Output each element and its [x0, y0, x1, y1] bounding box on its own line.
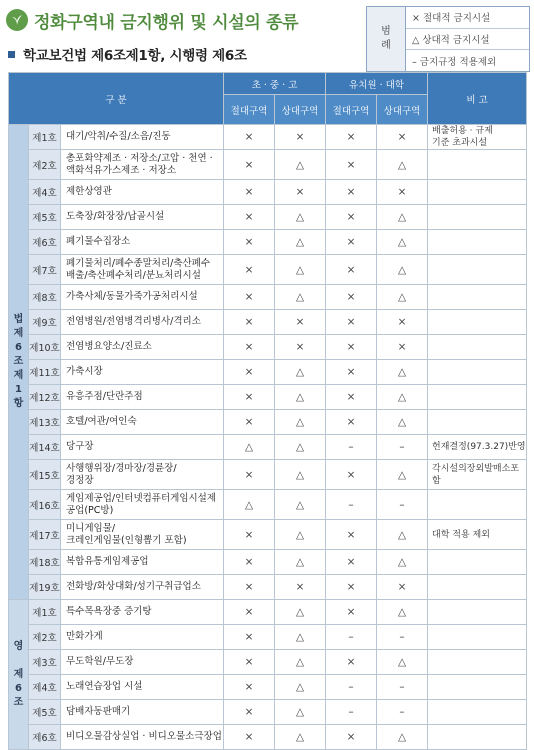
note-cell	[428, 180, 527, 205]
row-number: 제6호	[29, 725, 61, 750]
mark-school-relative: △	[275, 550, 326, 575]
mark-kinder-relative: △	[377, 150, 428, 180]
mark-kinder-absolute: ×	[326, 385, 377, 410]
legend-list	[406, 7, 529, 71]
note-cell	[428, 550, 527, 575]
mark-kinder-relative: –	[377, 675, 428, 700]
table-row	[9, 490, 527, 520]
header-school-absolute: 절대구역	[224, 95, 275, 125]
row-number: 제3호	[29, 650, 61, 675]
mark-kinder-relative: △	[377, 205, 428, 230]
mark-kinder-absolute: –	[326, 490, 377, 520]
row-number: 제5호	[29, 700, 61, 725]
mark-kinder-relative: –	[377, 625, 428, 650]
page-title: 정화구역내 금지행위 및 시설의 종류	[34, 12, 299, 33]
mark-kinder-relative: ×	[377, 335, 428, 360]
note-cell	[428, 490, 527, 520]
mark-kinder-relative: ×	[377, 310, 428, 335]
facility-name: 무도학원/무도장	[61, 650, 224, 675]
facility-name: 당구장	[61, 435, 224, 460]
table-row	[9, 435, 527, 460]
mark-school-relative: ×	[275, 125, 326, 150]
row-number: 제19호	[29, 575, 61, 600]
mark-school-absolute: ×	[224, 385, 275, 410]
note-cell	[428, 700, 527, 725]
row-number: 제1호	[29, 125, 61, 150]
mark-kinder-absolute: ×	[326, 650, 377, 675]
note-cell	[428, 230, 527, 255]
mark-school-absolute: ×	[224, 255, 275, 285]
facility-name: 폐기물수집장소	[61, 230, 224, 255]
row-number: 제4호	[29, 180, 61, 205]
note-cell: 대학 적용 제외	[428, 520, 527, 550]
legend-item-excluded: – 금지규정 적용제외	[412, 56, 497, 68]
mark-school-relative: △	[275, 150, 326, 180]
mark-school-absolute: ×	[224, 650, 275, 675]
mark-school-relative: △	[275, 520, 326, 550]
row-number: 제17호	[29, 520, 61, 550]
mark-school-absolute: ×	[224, 150, 275, 180]
row-number: 제8호	[29, 285, 61, 310]
mark-school-absolute: ×	[224, 285, 275, 310]
mark-kinder-relative: △	[377, 600, 428, 625]
mark-school-relative: △	[275, 725, 326, 750]
facility-name: 유흥주점/단란주점	[61, 385, 224, 410]
row-number: 제18호	[29, 550, 61, 575]
mark-school-relative: △	[275, 230, 326, 255]
legend-box	[366, 6, 530, 72]
group-label-decree: 영 제 6 조	[9, 600, 29, 750]
table-row	[9, 550, 527, 575]
mark-kinder-absolute: –	[326, 625, 377, 650]
note-cell: 헌재결정(97.3.27)반영	[428, 435, 527, 460]
mark-school-relative: △	[275, 490, 326, 520]
table-row	[9, 600, 527, 625]
mark-school-relative: △	[275, 625, 326, 650]
facility-name: 가축사체/동물가죽가공처리시설	[61, 285, 224, 310]
mark-school-relative: △	[275, 700, 326, 725]
note-cell	[428, 725, 527, 750]
note-cell	[428, 335, 527, 360]
legend-heading	[367, 7, 406, 71]
table-row	[9, 385, 527, 410]
group-label-law: 법 제 6 조 제 1 항	[9, 125, 29, 600]
note-cell	[428, 575, 527, 600]
mark-kinder-absolute: –	[326, 700, 377, 725]
mark-school-absolute: ×	[224, 550, 275, 575]
table-row	[9, 285, 527, 310]
facility-name: 도축장/화장장/납골시설	[61, 205, 224, 230]
row-number: 제14호	[29, 435, 61, 460]
mark-kinder-relative: △	[377, 410, 428, 435]
mark-school-relative: △	[275, 410, 326, 435]
table-row	[9, 310, 527, 335]
mark-kinder-relative: △	[377, 520, 428, 550]
table-row	[9, 125, 527, 150]
header-school: 초 · 중 · 고	[224, 73, 326, 95]
mark-school-absolute: ×	[224, 625, 275, 650]
mark-school-absolute: ×	[224, 310, 275, 335]
mark-kinder-absolute: ×	[326, 285, 377, 310]
mark-school-absolute: △	[224, 490, 275, 520]
table-row	[9, 360, 527, 385]
row-number: 제15호	[29, 460, 61, 490]
note-cell	[428, 255, 527, 285]
leaf-icon	[6, 9, 28, 31]
mark-school-relative: △	[275, 205, 326, 230]
mark-kinder-absolute: ×	[326, 205, 377, 230]
mark-kinder-absolute: ×	[326, 360, 377, 385]
row-number: 제7호	[29, 255, 61, 285]
mark-kinder-relative: △	[377, 650, 428, 675]
mark-school-absolute: ×	[224, 335, 275, 360]
table-row	[9, 460, 527, 490]
table-row	[9, 180, 527, 205]
mark-school-relative: ×	[275, 335, 326, 360]
mark-school-relative: ×	[275, 310, 326, 335]
note-cell	[428, 285, 527, 310]
mark-kinder-absolute: ×	[326, 520, 377, 550]
row-number: 제2호	[29, 625, 61, 650]
facility-name: 제한상영관	[61, 180, 224, 205]
row-number: 제12호	[29, 385, 61, 410]
row-number: 제1호	[29, 600, 61, 625]
facility-name: 대기/악취/수질/소음/진동	[61, 125, 224, 150]
mark-kinder-relative: △	[377, 360, 428, 385]
facility-name: 전염병요양소/진료소	[61, 335, 224, 360]
row-number: 제10호	[29, 335, 61, 360]
table-row	[9, 410, 527, 435]
facility-name: 만화가게	[61, 625, 224, 650]
header-gubun: 구 분	[9, 73, 224, 125]
table-body	[9, 125, 527, 750]
note-cell	[428, 650, 527, 675]
mark-kinder-absolute: ×	[326, 125, 377, 150]
mark-school-absolute: ×	[224, 230, 275, 255]
mark-kinder-relative: △	[377, 385, 428, 410]
mark-school-relative: △	[275, 435, 326, 460]
regulation-table	[8, 72, 527, 750]
table-row	[9, 255, 527, 285]
header-note: 비 고	[428, 73, 527, 125]
mark-kinder-relative: –	[377, 435, 428, 460]
note-cell: 배출허용 · 규제 기준 초과시설	[428, 125, 527, 150]
table-row	[9, 675, 527, 700]
mark-kinder-relative: ×	[377, 180, 428, 205]
row-number: 제2호	[29, 150, 61, 180]
mark-kinder-absolute: ×	[326, 600, 377, 625]
mark-kinder-relative: –	[377, 490, 428, 520]
facility-name: 호텔/여관/여인숙	[61, 410, 224, 435]
facility-name: 가축시장	[61, 360, 224, 385]
facility-name: 노래연습장업 시설	[61, 675, 224, 700]
note-cell	[428, 625, 527, 650]
facility-name: 게임제공업/인터넷컴퓨터게임시설제 공업(PC방)	[61, 490, 224, 520]
note-cell	[428, 385, 527, 410]
mark-school-absolute: ×	[224, 410, 275, 435]
section-header	[8, 44, 247, 64]
header-kinder-absolute: 절대구역	[326, 95, 377, 125]
facility-name: 비디오물감상실업 · 비디오물소극장업	[61, 725, 224, 750]
mark-school-relative: ×	[275, 575, 326, 600]
table-row	[9, 230, 527, 255]
note-cell	[428, 150, 527, 180]
mark-school-relative: ×	[275, 180, 326, 205]
mark-kinder-relative: △	[377, 725, 428, 750]
row-number: 제9호	[29, 310, 61, 335]
mark-school-absolute: ×	[224, 360, 275, 385]
mark-kinder-absolute: ×	[326, 460, 377, 490]
mark-kinder-relative: –	[377, 700, 428, 725]
mark-school-absolute: ×	[224, 575, 275, 600]
mark-kinder-absolute: ×	[326, 550, 377, 575]
facility-name: 담배자동판매기	[61, 700, 224, 725]
mark-school-absolute: ×	[224, 205, 275, 230]
legend-item-absolute: × 절대적 금지시설	[406, 7, 529, 29]
square-bullet-icon	[8, 51, 15, 58]
mark-kinder-absolute: ×	[326, 255, 377, 285]
page-header	[6, 6, 298, 34]
note-cell: 각시설의장외발매소포함	[428, 460, 527, 490]
row-number: 제4호	[29, 675, 61, 700]
mark-kinder-relative: ×	[377, 125, 428, 150]
mark-school-absolute: ×	[224, 600, 275, 625]
table-row	[9, 650, 527, 675]
note-cell	[428, 410, 527, 435]
mark-kinder-absolute: –	[326, 435, 377, 460]
facility-name: 전염병원/전염병격리병사/격리소	[61, 310, 224, 335]
mark-school-relative: △	[275, 600, 326, 625]
mark-school-absolute: ×	[224, 180, 275, 205]
mark-kinder-absolute: ×	[326, 410, 377, 435]
mark-kinder-absolute: ×	[326, 335, 377, 360]
mark-kinder-relative: △	[377, 255, 428, 285]
legend-heading-text: 범 례	[381, 26, 391, 51]
mark-school-absolute: ×	[224, 700, 275, 725]
mark-kinder-relative: △	[377, 285, 428, 310]
mark-kinder-absolute: ×	[326, 180, 377, 205]
mark-kinder-absolute: ×	[326, 230, 377, 255]
mark-school-absolute: ×	[224, 520, 275, 550]
facility-name: 총포화약제조 · 저장소/고압 · 천연 · 액화석유가스제조 · 저장소	[61, 150, 224, 180]
table-row	[9, 205, 527, 230]
mark-school-relative: △	[275, 360, 326, 385]
facility-name: 특수목욕장중 증기탕	[61, 600, 224, 625]
mark-school-relative: △	[275, 255, 326, 285]
header-school-relative: 상대구역	[275, 95, 326, 125]
table-row	[9, 335, 527, 360]
mark-kinder-absolute: ×	[326, 575, 377, 600]
legend-item-relative: △ 상대적 금지시설	[406, 29, 529, 51]
mark-school-absolute: ×	[224, 675, 275, 700]
mark-kinder-relative: △	[377, 550, 428, 575]
note-cell	[428, 675, 527, 700]
table-row	[9, 700, 527, 725]
mark-school-absolute: ×	[224, 125, 275, 150]
row-number: 제5호	[29, 205, 61, 230]
table-row	[9, 725, 527, 750]
facility-name: 전화방/화상대화/성기구취급업소	[61, 575, 224, 600]
facility-name: 폐기물처리/폐수종말처리/축산폐수 배출/축산폐수처리/분뇨처리시설	[61, 255, 224, 285]
note-cell	[428, 600, 527, 625]
mark-kinder-absolute: ×	[326, 150, 377, 180]
mark-kinder-relative: △	[377, 230, 428, 255]
mark-school-absolute: △	[224, 435, 275, 460]
mark-school-relative: △	[275, 385, 326, 410]
mark-school-relative: △	[275, 460, 326, 490]
facility-name: 사행행위장/경마장/경륜장/ 경정장	[61, 460, 224, 490]
note-cell	[428, 205, 527, 230]
row-number: 제11호	[29, 360, 61, 385]
table-row	[9, 625, 527, 650]
table-row	[9, 575, 527, 600]
mark-school-relative: △	[275, 285, 326, 310]
row-number: 제13호	[29, 410, 61, 435]
row-number: 제16호	[29, 490, 61, 520]
mark-kinder-relative: ×	[377, 575, 428, 600]
table-row	[9, 150, 527, 180]
mark-school-absolute: ×	[224, 725, 275, 750]
mark-kinder-relative: △	[377, 460, 428, 490]
facility-name: 복합유통게임제공업	[61, 550, 224, 575]
header-kinder-relative: 상대구역	[377, 95, 428, 125]
table-row	[9, 520, 527, 550]
section-title: 학교보건법 제6조제1항, 시행령 제6조	[23, 48, 247, 64]
mark-kinder-absolute: ×	[326, 310, 377, 335]
row-number: 제6호	[29, 230, 61, 255]
mark-school-absolute: ×	[224, 460, 275, 490]
header-kinder: 유치원 · 대학	[326, 73, 428, 95]
note-cell	[428, 360, 527, 385]
mark-school-relative: △	[275, 675, 326, 700]
mark-kinder-absolute: –	[326, 675, 377, 700]
note-cell	[428, 310, 527, 335]
mark-kinder-absolute: ×	[326, 725, 377, 750]
facility-name: 미니게임물/ 크레인게임물(인형뽑기 포함)	[61, 520, 224, 550]
mark-school-relative: △	[275, 650, 326, 675]
